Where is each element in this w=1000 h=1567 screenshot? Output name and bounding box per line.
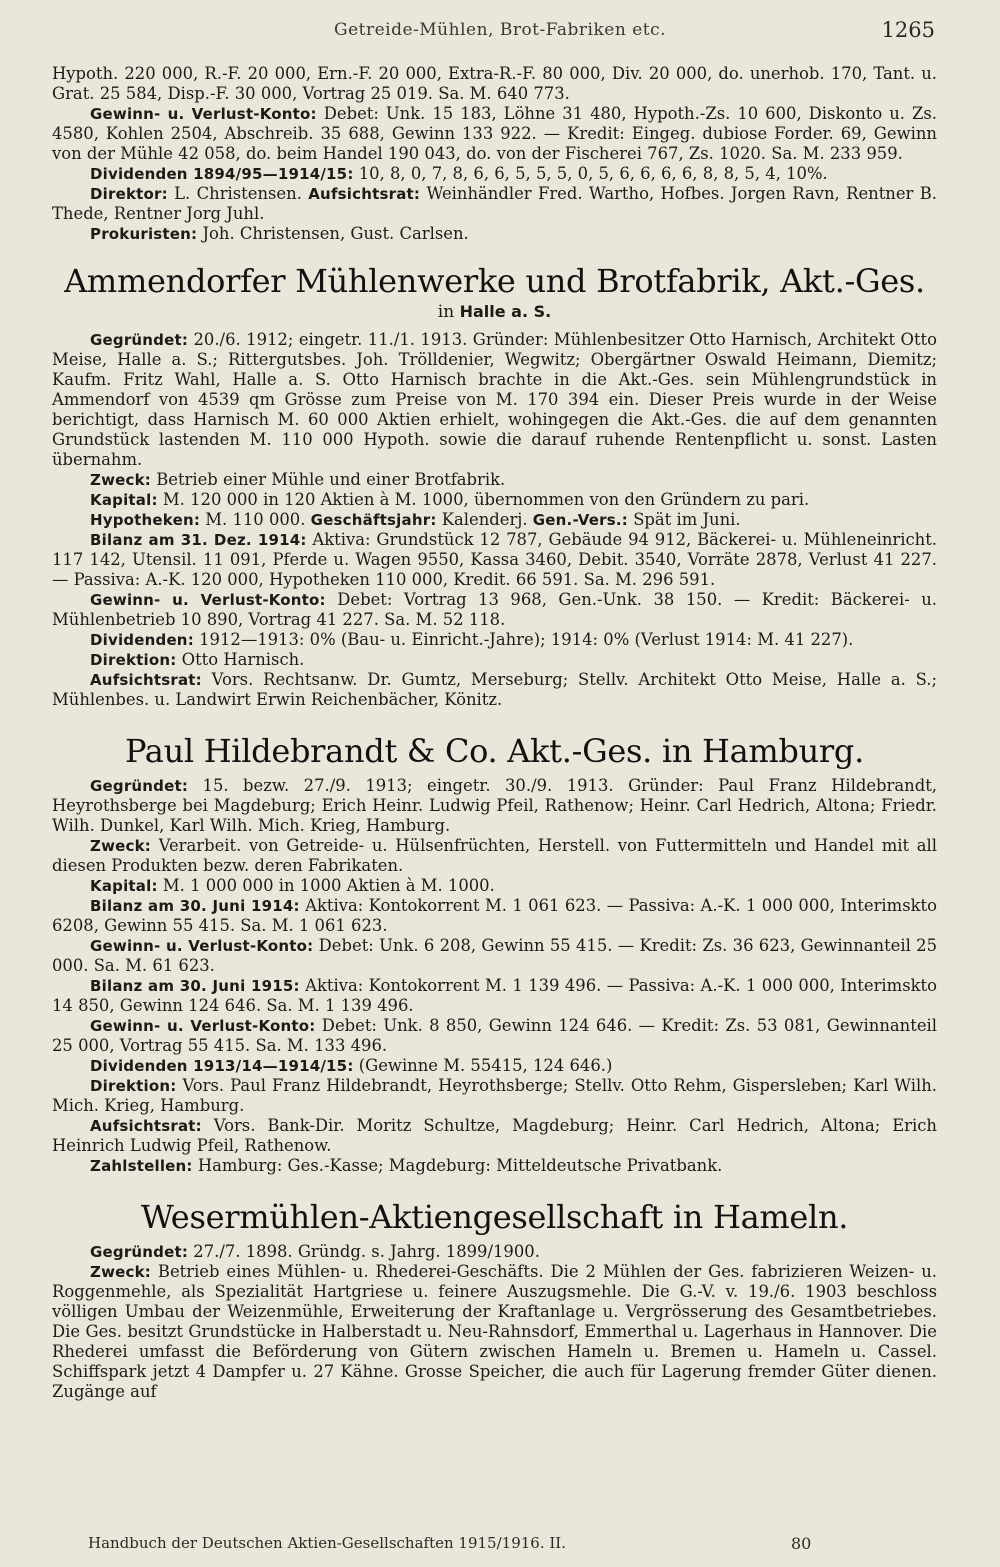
paragraph-dividenden bbox=[52, 164, 937, 184]
footer-sheet-number: 80 bbox=[791, 1534, 812, 1553]
label-hypotheken: Hypotheken: bbox=[90, 511, 201, 529]
paragraph-gegruendet bbox=[52, 776, 937, 836]
label-zahlstellen: Zahlstellen: bbox=[90, 1157, 193, 1175]
text-geschaeftsjahr: Kalenderj. bbox=[436, 510, 533, 529]
page-footer bbox=[88, 1534, 888, 1552]
label-bilanz: Bilanz am 31. Dez. 1914: bbox=[90, 531, 307, 549]
paragraph-zweck bbox=[52, 836, 937, 876]
paragraph-direktion bbox=[52, 1076, 937, 1116]
footer-source: Handbuch der Deutschen Aktien-Gesellschaften 1915/1916. II. bbox=[88, 1534, 566, 1552]
paragraph-gewinn-verlust bbox=[52, 590, 937, 630]
label-aufsichtsrat: Aufsichtsrat: bbox=[308, 185, 421, 203]
label-dividenden: Dividenden 1913/14—1914/15: bbox=[90, 1057, 354, 1075]
label-aufsichtsrat: Aufsichtsrat: bbox=[90, 671, 202, 689]
paragraph-bilanz-1914 bbox=[52, 896, 937, 936]
label-gegruendet: Gegründet: bbox=[90, 331, 189, 349]
company-title: Paul Hildebrandt & Co. Akt.-Ges. in Hamburg. bbox=[125, 732, 864, 770]
label-zweck: Zweck: bbox=[90, 1263, 151, 1281]
label-bilanz-1915: Bilanz am 30. Juni 1915: bbox=[90, 977, 300, 995]
company-title: Wesermühlen-Aktiengesellschaft in Hameln. bbox=[140, 1198, 849, 1236]
label-gewinn-verlust: Gewinn- u. Verlust-Konto: bbox=[90, 1017, 316, 1035]
text-kapital: M. 120 000 in 120 Aktien à M. 1000, übernommen von den Gründern zu pari. bbox=[157, 490, 810, 509]
label-zweck: Zweck: bbox=[90, 471, 151, 489]
text-zweck: Betrieb eines Mühlen- u. Rhederei-Geschäfts. Die 2 Mühlen der Ges. fabrizieren Weizen- u. Roggenmehle, als Spezialität Hartgriese u. feinere Auszugsmehle. Die G.-V. v. 19./6. 1903 beschloss völligen Umbau der Weizenmühle, Erweiterung der Kraftanlage u. Vergrösserung des Gesamtbetriebes. Die Ges. besitzt Grundstücke in Halberstadt u. Neu-Rahnsdorf, Emmerthal u. Lagerhaus in Hannover. Die Rhederei umfasst die Beförderung von Gütern zwischen Hameln u. Bremen u. Hameln u. Cassel. Schiffspark jetzt 4 Dampfer u. 27 Kähne. Grosse Speicher, die auch für Lagerung fremder Güter dienen. Zugänge auf bbox=[52, 1262, 937, 1401]
paragraph-aufsichtsrat bbox=[52, 670, 937, 710]
paragraph-dividenden bbox=[52, 630, 937, 650]
page-number: 1265 bbox=[881, 18, 935, 42]
page-header bbox=[60, 20, 940, 50]
paragraph-gewinn-verlust-1915 bbox=[52, 1016, 937, 1056]
paragraph-aufsichtsrat bbox=[52, 1116, 937, 1156]
label-bilanz-1914: Bilanz am 30. Juni 1914: bbox=[90, 897, 300, 915]
text-direktion: Vors. Paul Franz Hildebrandt, Heyrothsberge; Stellv. Otto Rehm, Gispersleben; Karl Wilh. Mich. Krieg, Hamburg. bbox=[52, 1076, 937, 1115]
paragraph-gewinn-verlust-1914 bbox=[52, 936, 937, 976]
paragraph-zahlstellen bbox=[52, 1156, 937, 1176]
text-dividenden: (Gewinne M. 55415, 124 646.) bbox=[353, 1056, 613, 1075]
text-gewinn-verlust: Debet: Unk. 8 850, Gewinn 124 646. — Kredit: Zs. 53 081, Gewinnanteil 25 000, Vortrag 55 415. Sa. M. 133 496. bbox=[52, 1016, 937, 1055]
text-direktion: Otto Harnisch. bbox=[176, 650, 305, 669]
text-aufsichtsrat: Weinhändler Fred. Wartho, Hofbes. Jorgen Ravn, Rentner B. Thede, Rentner Jorg Juhl. bbox=[52, 184, 937, 223]
text-dividenden: 10, 8, 0, 7, 8, 6, 6, 5, 5, 5, 0, 5, 6, 6, 6, 6, 8, 8, 5, 4, 10%. bbox=[353, 164, 828, 183]
label-direktor: Direktor: bbox=[90, 185, 168, 203]
label-dividenden: Dividenden 1894/95—1914/15: bbox=[90, 165, 354, 183]
paragraph-hypotheken bbox=[52, 510, 937, 530]
paragraph-zweck bbox=[52, 470, 937, 490]
label-kapital: Kapital: bbox=[90, 491, 158, 509]
label-direktion: Direktion: bbox=[90, 1077, 177, 1095]
text-zweck: Betrieb einer Mühle und einer Brotfabrik. bbox=[150, 470, 506, 489]
text-dividenden: 1912—1913: 0% (Bau- u. Einricht.-Jahre); 1914: 0% (Verlust 1914: M. 41 227). bbox=[193, 630, 854, 649]
paragraph-bilanz-1915 bbox=[52, 976, 937, 1016]
paragraph-direktor bbox=[52, 184, 937, 224]
paragraph-kapital bbox=[52, 876, 937, 896]
text-gegruendet: 15. bezw. 27./9. 1913; eingetr. 30./9. 1913. Gründer: Paul Franz Hildebrandt, Heyrothsberge bei Magdeburg; Erich Heinr. Ludwig Pfeil, Rathenow; Heinr. Carl Hedrich, Altona; Friedr. Wilh. Dunkel, Karl Wilh. Mich. Krieg, Hamburg. bbox=[52, 776, 937, 835]
text-gegruendet: 27./7. 1898. Gründg. s. Jahrg. 1899/1900. bbox=[188, 1242, 540, 1261]
running-title: Getreide-Mühlen, Brot-Fabriken etc. bbox=[333, 20, 667, 40]
page-content bbox=[52, 64, 937, 1402]
text-aufsichtsrat: Vors. Bank-Dir. Moritz Schultze, Magdeburg; Heinr. Carl Hedrich, Altona; Erich Heinrich Ludwig Pfeil, Rathenow. bbox=[52, 1116, 937, 1155]
text-bilanz: Aktiva: Grundstück 12 787, Gebäude 94 912, Bäckerei- u. Mühleneinricht. 117 142, Utensil. 11 091, Pferde u. Wagen 9550, Kassa 3460, Debit. 3540, Vorräte 2878, Verlust 41 227. — Passiva: A.-K. 120 000, Hypotheken 110 000, Kredit. 66 591. Sa. M. 296 591. bbox=[52, 530, 937, 589]
text-zahlstellen: Hamburg: Ges.-Kasse; Magdeburg: Mitteldeutsche Privatbank. bbox=[192, 1156, 723, 1175]
label-geschaeftsjahr: Geschäftsjahr: bbox=[310, 511, 437, 529]
label-gegruendet: Gegründet: bbox=[90, 777, 189, 795]
text-zweck: Verarbeit. von Getreide- u. Hülsenfrüchten, Herstell. von Futtermitteln und Handel mit all diesen Produkten bezw. deren Fabrikaten. bbox=[52, 836, 937, 875]
label-direktion: Direktion: bbox=[90, 651, 177, 669]
city-prefix: in bbox=[437, 302, 460, 322]
city-name: Halle a. S. bbox=[459, 302, 552, 321]
label-gen-vers: Gen.-Vers.: bbox=[532, 511, 628, 529]
text-gewinn-verlust: Debet: Unk. 15 183, Löhne 31 480, Hypoth.-Zs. 10 600, Diskonto u. Zs. 4580, Kohlen 2504, Abschreib. 35 688, Gewinn 133 922. — Kredit: Eingeg. dubiose Forder. 69, Gewinn von der Mühle 42 058, do. beim Handel 190 043, do. von der Fischerei 767, Zs. 1020. Sa. M. 233 959. bbox=[52, 104, 938, 163]
paragraph-prokuristen bbox=[52, 224, 937, 244]
label-zweck: Zweck: bbox=[90, 837, 151, 855]
text-gegruendet: 20./6. 1912; eingetr. 11./1. 1913. Gründer: Mühlenbesitzer Otto Harnisch, Architekt Otto Meise, Halle a. S.; Rittergutsbes. Joh. Trölldenier, Wegwitz; Obergärtner Oswald Heimann, Diemitz; Kaufm. Fritz Wahl, Halle a. S. Otto Harnisch brachte in die Akt.-Ges. sein Mühlengrundstück in Ammendorf von 4539 qm Grösse zum Preise von M. 170 394 ein. Dieser Preis wurde in der Weise berichtigt, dass Harnisch M. 60 000 Aktien erhielt, wohingegen die Akt.-Ges. die auf dem genannten Grundstück lastenden M. 110 000 Hypoth. sowie die darauf ruhende Rentenpflicht u. sonst. Lasten übernahm. bbox=[52, 330, 937, 469]
company-ammendorf bbox=[52, 262, 937, 710]
text-bilanz-1914: Aktiva: Kontokorrent M. 1 061 623. — Passiva: A.-K. 1 000 000, Interimskto 6208, Gewinn 55 415. Sa. M. 1 061 623. bbox=[52, 896, 938, 935]
text-gewinn-verlust: Debet: Unk. 6 208, Gewinn 55 415. — Kredit: Zs. 36 623, Gewinnanteil 25 000. Sa. M. 61 623. bbox=[52, 936, 937, 975]
text-gen-vers: Spät im Juni. bbox=[627, 510, 741, 529]
text-aufsichtsrat: Vors. Rechtsanw. Dr. Gumtz, Merseburg; Stellv. Architekt Otto Meise, Halle a. S.; Mühlenbes. u. Landwirt Erwin Reichenbächer, Könitz. bbox=[52, 670, 937, 709]
text-prokuristen: Joh. Christensen, Gust. Carlsen. bbox=[197, 224, 469, 243]
label-dividenden: Dividenden: bbox=[90, 631, 194, 649]
text-hypotheken: M. 110 000. bbox=[200, 510, 311, 529]
label-aufsichtsrat: Aufsichtsrat: bbox=[90, 1117, 202, 1135]
text-kapital: M. 1 000 000 in 1000 Aktien à M. 1000. bbox=[157, 876, 495, 895]
paragraph-zweck bbox=[52, 1262, 937, 1402]
text-bilanz-1915: Aktiva: Kontokorrent M. 1 139 496. — Passiva: A.-K. 1 000 000, Interimskto 14 850, Gewinn 124 646. Sa. M. 1 139 496. bbox=[52, 976, 938, 1015]
paragraph-direktion bbox=[52, 650, 937, 670]
text-direktor: L. Christensen. bbox=[167, 184, 309, 203]
paragraph-dividenden bbox=[52, 1056, 937, 1076]
paragraph-bilanz-passiva: Hypoth. 220 000, R.-F. 20 000, Ern.-F. 20 000, Extra-R.-F. 80 000, Div. 20 000, do. unerhob. 170, Tant. u. Grat. 25 584, Disp.-F. 30 000, Vortrag 25 019. Sa. M. 640 773. bbox=[52, 64, 937, 103]
company-title: Ammendorfer Mühlenwerke und Brotfabrik, Akt.-Ges. bbox=[64, 262, 925, 300]
label-gewinn-verlust: Gewinn- u. Verlust-Konto: bbox=[90, 937, 314, 955]
company-weser bbox=[52, 1198, 937, 1402]
text-gewinn-verlust: Debet: Vortrag 13 968, Gen.-Unk. 38 150. — Kredit: Bäckerei- u. Mühlenbetrieb 10 890, Vortrag 41 227. Sa. M. 52 118. bbox=[52, 590, 937, 629]
label-gewinn-verlust: Gewinn- u. Verlust-Konto: bbox=[90, 591, 326, 609]
label-kapital: Kapital: bbox=[90, 877, 158, 895]
label-gewinn-verlust: Gewinn- u. Verlust-Konto: bbox=[90, 105, 317, 123]
label-prokuristen: Prokuristen: bbox=[90, 225, 198, 243]
paragraph-bilanz bbox=[52, 530, 937, 590]
intro-section bbox=[52, 64, 937, 244]
paragraph-gegruendet bbox=[52, 330, 937, 470]
label-gegruendet: Gegründet: bbox=[90, 1243, 189, 1261]
paragraph-gewinn-verlust bbox=[52, 104, 937, 164]
paragraph-kapital bbox=[52, 490, 937, 510]
paragraph-gegruendet bbox=[52, 1242, 937, 1262]
company-hildebrandt bbox=[52, 732, 937, 1176]
company-city bbox=[52, 302, 937, 322]
